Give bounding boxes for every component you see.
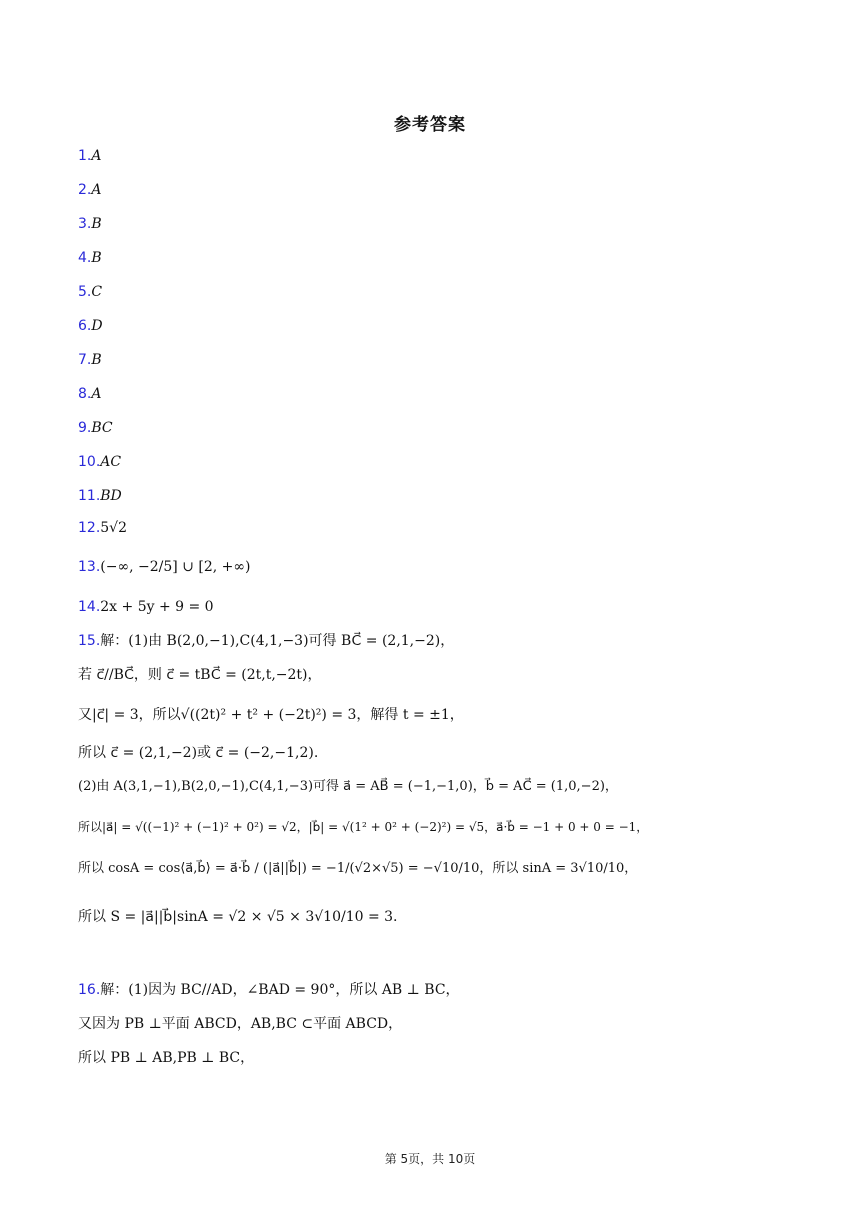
solution-text: 解：(1)因为 BC//AD，∠BAD = 90°，所以 AB ⊥ BC， bbox=[100, 982, 460, 998]
answer-number: 3. bbox=[78, 216, 92, 232]
solution-line bbox=[78, 908, 398, 926]
answer-text: A bbox=[91, 182, 102, 198]
solution-line bbox=[78, 818, 648, 836]
answer-text: 5√2 bbox=[100, 520, 128, 536]
solution-text: 所以 PB ⊥ AB,PB ⊥ BC， bbox=[78, 1050, 255, 1066]
question-number: 15. bbox=[78, 633, 101, 649]
answer-item bbox=[78, 215, 102, 233]
solution-line bbox=[78, 778, 618, 796]
solution-text: 若 c⃗//BC⃗，则 c⃗ = tBC⃗ = (2t,t,−2t)， bbox=[78, 667, 322, 683]
answer-number: 5. bbox=[78, 284, 92, 300]
answer-item bbox=[78, 419, 113, 437]
solution-line bbox=[78, 1015, 402, 1033]
answer-number: 4. bbox=[78, 250, 92, 266]
solution-line bbox=[78, 632, 454, 650]
answer-number: 12. bbox=[78, 520, 101, 536]
solution-text: 所以 cosA = cos⟨a⃗,b⃗⟩ = a⃗·b⃗ / (|a⃗||b⃗|) = −1/(√2×√5) = −√10/10，所以 sinA = 3√10/10， bbox=[78, 861, 638, 876]
answer-text: (−∞, −2/5] ∪ [2, +∞) bbox=[100, 559, 251, 575]
answer-text: BC bbox=[91, 420, 113, 436]
solution-text: (2)由 A(3,1,−1),B(2,0,−1),C(4,1,−3)可得 a⃗ = AB⃗ = (−1,−1,0)，b⃗ = AC⃗ = (1,0,−2)， bbox=[78, 779, 618, 794]
answer-number: 10. bbox=[78, 454, 101, 470]
answer-text: AC bbox=[100, 454, 122, 470]
answer-number: 11. bbox=[78, 488, 101, 504]
answer-text: A bbox=[91, 148, 102, 164]
solution-line bbox=[78, 706, 464, 724]
answer-text: B bbox=[91, 250, 102, 266]
page-title: 参考答案 bbox=[394, 115, 466, 135]
answer-item bbox=[78, 385, 101, 403]
answer-item bbox=[78, 453, 121, 471]
solution-text: 又因为 PB ⊥平面 ABCD，AB,BC ⊂平面 ABCD， bbox=[78, 1016, 403, 1032]
answer-item bbox=[78, 519, 127, 537]
answer-text: B bbox=[91, 216, 102, 232]
solution-text: 所以 c⃗ = (2,1,−2)或 c⃗ = (−2,−1,2). bbox=[78, 745, 319, 761]
solution-line bbox=[78, 860, 637, 878]
answer-item bbox=[78, 351, 102, 369]
answer-item bbox=[78, 147, 101, 165]
answer-item bbox=[78, 487, 122, 505]
answer-number: 8. bbox=[78, 386, 92, 402]
answer-text: D bbox=[91, 318, 103, 334]
answer-text: B bbox=[91, 352, 102, 368]
solution-text: 解：(1)由 B(2,0,−1),C(4,1,−3)可得 BC⃗ = (2,1,−2)， bbox=[100, 633, 455, 649]
answer-item bbox=[78, 249, 102, 267]
answer-number: 13. bbox=[78, 559, 101, 575]
page-footer: 第 5页，共 10页 bbox=[384, 1152, 476, 1166]
solution-text: 又|c⃗| = 3，所以√((2t)² + t² + (−2t)²) = 3，解得 t = ±1， bbox=[78, 707, 464, 723]
answer-item bbox=[78, 558, 251, 576]
solution-line bbox=[78, 744, 318, 762]
solution-text: 所以|a⃗| = √((−1)² + (−1)² + 0²) = √2，|b⃗| = √(1² + 0² + (−2)²) = √5，a⃗·b⃗ = −1 + 0 + 0 = −1， bbox=[78, 820, 649, 834]
answer-text: A bbox=[91, 386, 102, 402]
answer-number: 7. bbox=[78, 352, 92, 368]
answer-number: 2. bbox=[78, 182, 92, 198]
answer-text: C bbox=[91, 284, 103, 300]
answer-number: 14. bbox=[78, 599, 101, 615]
answer-text: 2x + 5y + 9 = 0 bbox=[100, 599, 214, 615]
question-number: 16. bbox=[78, 982, 101, 998]
answer-number: 6. bbox=[78, 318, 92, 334]
solution-line bbox=[78, 981, 460, 999]
solution-text: 所以 S = |a⃗||b⃗|sinA = √2 × √5 × 3√10/10 = 3. bbox=[78, 909, 398, 925]
answer-item bbox=[78, 317, 103, 335]
solution-line bbox=[78, 666, 322, 684]
answer-number: 1. bbox=[78, 148, 92, 164]
answer-number: 9. bbox=[78, 420, 92, 436]
solution-line bbox=[78, 1049, 254, 1067]
answer-item bbox=[78, 598, 214, 616]
answer-text: BD bbox=[100, 488, 122, 504]
answer-item bbox=[78, 283, 102, 301]
answer-item bbox=[78, 181, 101, 199]
